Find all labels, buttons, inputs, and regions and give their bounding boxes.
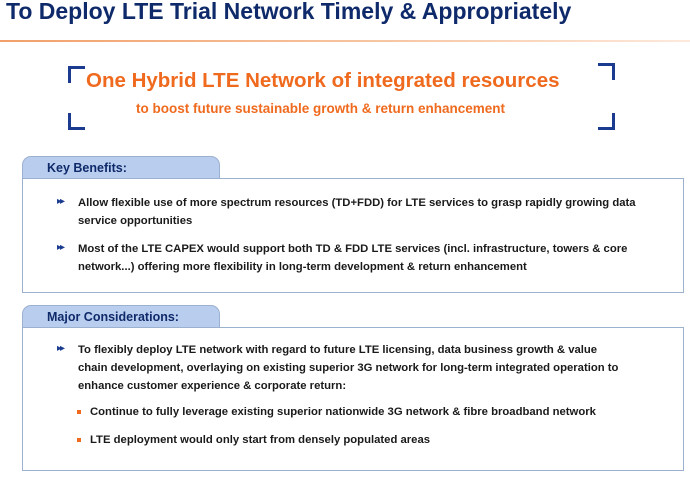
benefit-item-1-line1: Allow flexible use of more spectrum resources (TD+FDD) for LTE services to grasp rapidly growing data (78, 197, 636, 209)
benefit-item-2 (78, 240, 627, 276)
consideration-main-line1: To flexibly deploy LTE network with regard to future LTE licensing, data business growth & value (78, 344, 598, 356)
bracket-top-left (68, 66, 85, 83)
consideration-subitem-2: LTE deployment would only start from densely populated areas (90, 434, 431, 446)
bracket-top-right (598, 63, 615, 80)
double-chevron-right-icon: ▸▸ (57, 343, 64, 354)
benefit-item-1-line2: service opportunities (78, 215, 193, 227)
consideration-subitem-1: Continue to fully leverage existing superior nationwide 3G network & fibre broadband network (90, 406, 596, 418)
benefit-item-2-line2: network...) offering more flexibility in long-term development & return enhancement (78, 261, 527, 273)
bracket-bottom-left (68, 113, 85, 130)
banner-subline: to boost future sustainable growth & return enhancement (136, 101, 506, 116)
benefit-item-2-line1: Most of the LTE CAPEX would support both TD & FDD LTE services (incl. infrastructure, towers & core (78, 243, 628, 255)
consideration-main (78, 341, 618, 395)
key-benefits-heading: Key Benefits: (22, 156, 220, 178)
major-considerations-heading: Major Considerations: (22, 305, 220, 327)
benefit-item-1 (78, 194, 636, 230)
double-chevron-right-icon: ▸▸ (57, 196, 64, 207)
bracket-bottom-right (598, 113, 615, 130)
consideration-main-line3: enhance customer experience & corporate return: (78, 380, 347, 392)
consideration-main-line2: chain development, overlaying on existing superior 3G network for long-term integrated operation to (78, 362, 619, 374)
title-divider (0, 40, 690, 42)
orange-square-icon (77, 438, 81, 442)
page-title: To Deploy LTE Trial Network Timely & Appropriately (6, 0, 572, 24)
banner-headline: One Hybrid LTE Network of integrated resources (86, 69, 560, 92)
double-chevron-right-icon: ▸▸ (57, 242, 64, 253)
orange-square-icon (77, 410, 81, 414)
